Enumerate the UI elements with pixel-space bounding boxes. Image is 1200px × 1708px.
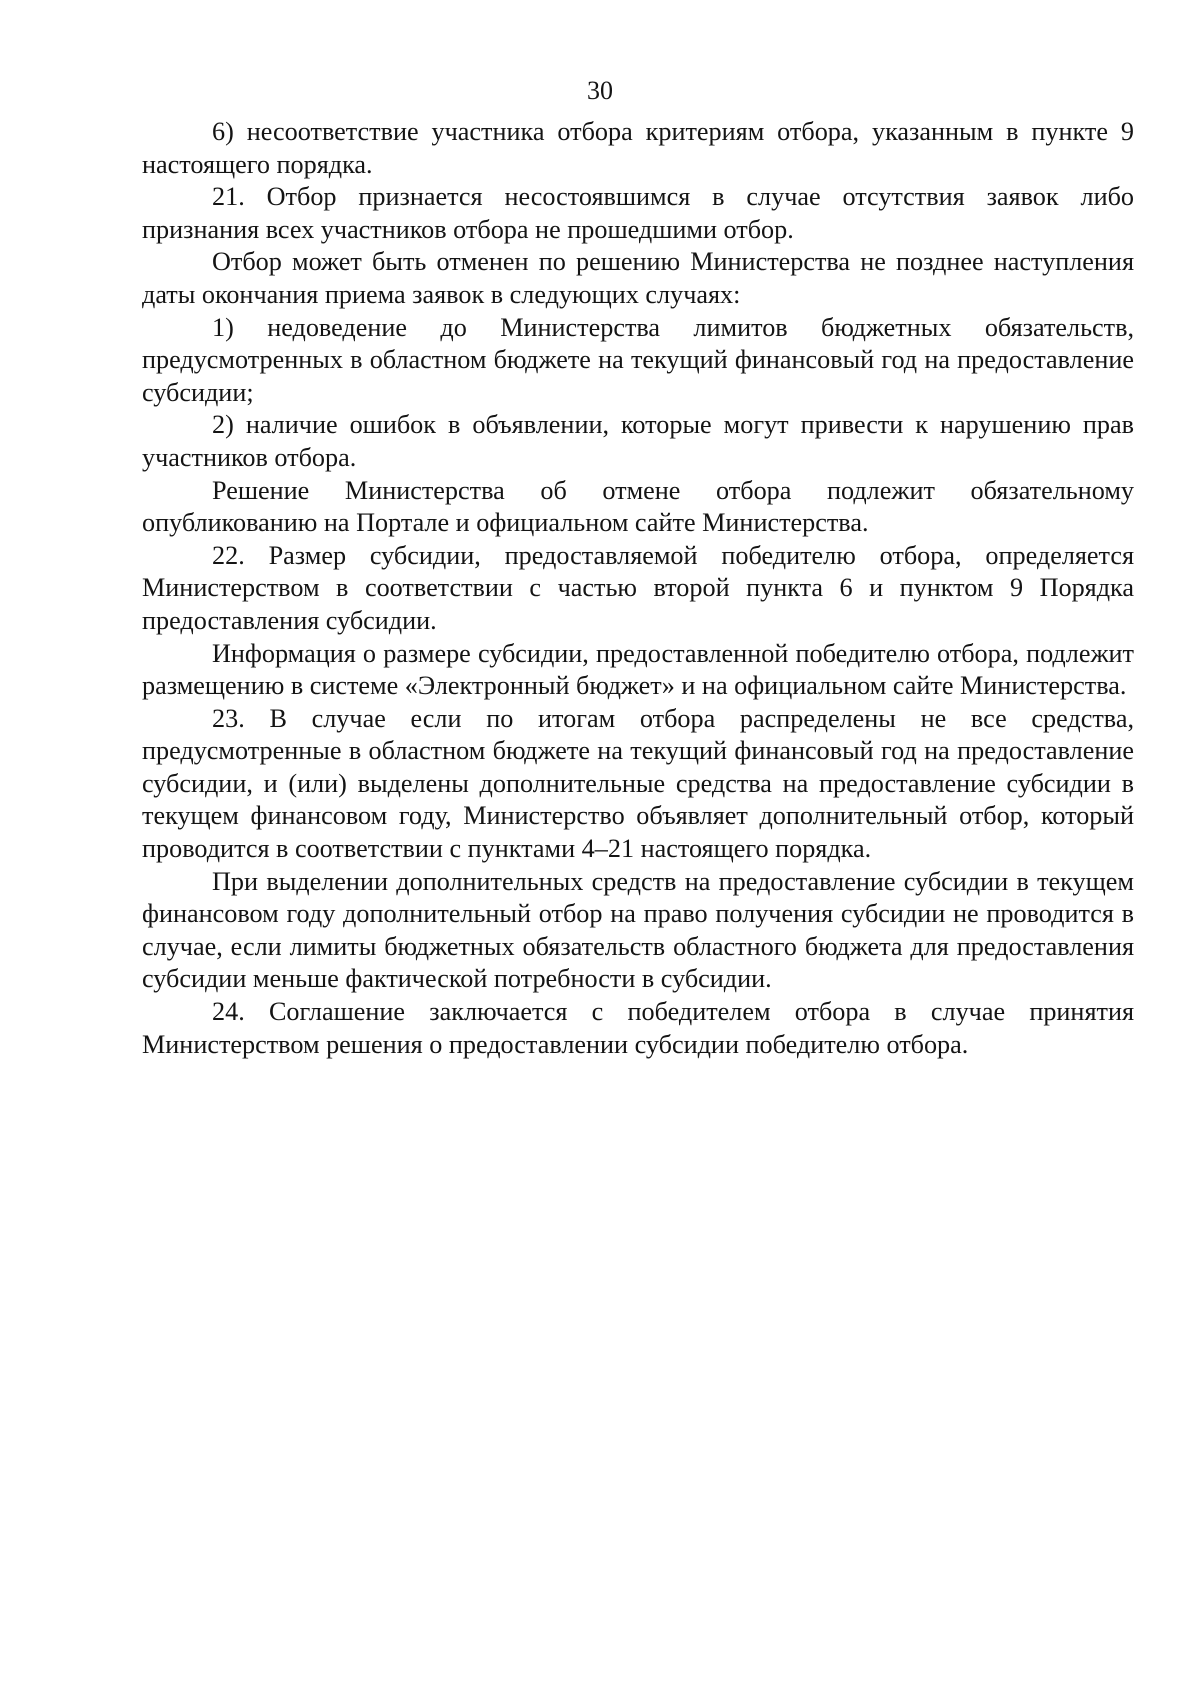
page-number: 30: [587, 76, 613, 105]
paragraph-case-1: 1) недоведение до Министерства лимитов бюджетных обязательств, предусмотренных в областном бюджете на текущий финансовый год на предоставление субсидии;: [142, 312, 1134, 407]
paragraph-subsidy-information: Информация о размере субсидии, предоставленной победителю отбора, подлежит размещению в системе «Электронный бюджет» и на официальном сайте Министерства.: [142, 638, 1134, 701]
paragraph-item-6: 6) несоответствие участника отбора критериям отбора, указанным в пункте 9 настоящего порядка.: [142, 117, 1134, 179]
paragraph-clause-23: 23. В случае если по итогам отбора распределены не все средства, предусмотренные в областном бюджете на текущий финансовый год на предоставление субсидии, и (или) выделены дополнительные средства на предоставление субсидии в текущем финансовом году, Министерство объявляет дополнительный отбор, который проводится в соответствии с пунктами 4–21 настоящего порядка.: [142, 703, 1134, 864]
paragraph-clause-21: 21. Отбор признается несостоявшимся в случае отсутствия заявок либо признания всех участников отбора не прошедшими отбор.: [142, 182, 1134, 244]
paragraph-case-2: 2) наличие ошибок в объявлении, которые могут привести к нарушению прав участников отбора.: [142, 410, 1134, 472]
paragraph-cancellation: Отбор может быть отменен по решению Министерства не позднее наступления даты окончания приема заявок в следующих случаях:: [142, 247, 1134, 309]
paragraph-clause-24: 24. Соглашение заключается с победителем отбора в случае принятия Министерством решения о предоставлении субсидии победителю отбора.: [142, 997, 1134, 1059]
document-body: [142, 116, 1134, 1061]
paragraph-clause-22: 22. Размер субсидии, предоставляемой победителю отбора, определяется Министерством в соответствии с частью второй пункта 6 и пунктом 9 Порядка предоставления субсидии.: [142, 540, 1134, 635]
paragraph-additional-funds: При выделении дополнительных средств на предоставление субсидии в текущем финансовом году дополнительный отбор на право получения субсидии не проводится в случае, если лимиты бюджетных обязательств областного бюджета для предоставления субсидии меньше фактической потребности в субсидии.: [142, 866, 1134, 994]
paragraph-cancellation-publication: Решение Министерства об отмене отбора подлежит обязательному опубликованию на Портале и официальном сайте Министерства.: [142, 475, 1134, 538]
